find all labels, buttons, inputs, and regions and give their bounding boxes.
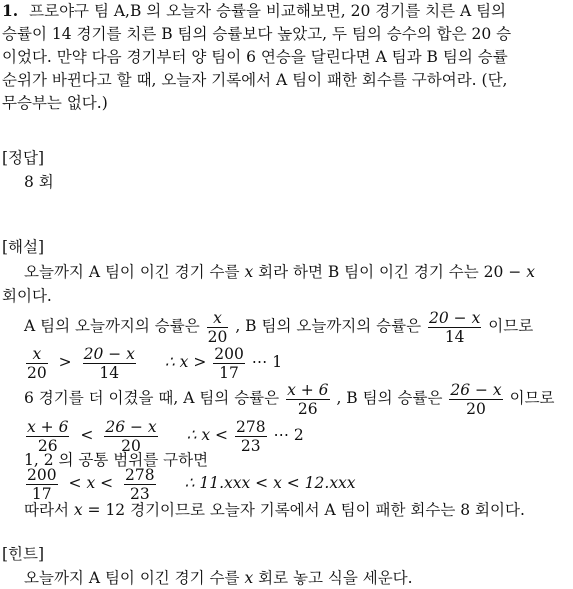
fraction: $\frac{200}{17}$ (214, 344, 244, 382)
hint-heading: [힌트] (2, 545, 45, 563)
explanation-heading: [해설] (2, 238, 45, 256)
problem-line: 무승부는 없다.) (2, 94, 108, 112)
fraction: $\frac{26 - x}{20}$ (450, 380, 502, 418)
problem-line: 순위가 바뀐다고 할 때, 오늘자 기록에서 A 팀이 패한 회수를 구하여라. (단, (2, 71, 508, 89)
answer-text: 8 회 (24, 173, 54, 191)
fraction: $\frac{x + 6}{26}$ (27, 417, 69, 455)
explanation-line: 1, 2 의 공통 범위를 구하면 (24, 451, 209, 469)
explanation-line: 6 경기를 더 이겼을 때, A 팀의 승률은 $\frac{x + 6}{26}$ , B 팀의 승률은 $\frac{26 - x}{20}$ 이므로 (24, 380, 555, 418)
explanation-conclusion: 따라서 x = 12 경기이므로 오늘자 기록에서 A 팀이 패한 회수는 8 회이다. (24, 501, 525, 519)
fraction: $\frac{200}{17}$ (27, 465, 57, 503)
problem-line: 이었다. 만약 다음 경기부터 양 팀이 6 연승을 달린다면 A 팀과 B 팀의 승률 (2, 48, 508, 66)
fraction: $\frac{20 - x}{14}$ (429, 308, 481, 346)
fraction: $\frac{x}{20}$ (207, 308, 228, 346)
inequality-2: $\frac{x + 6}{26}$ < $\frac{26 - x}{20}$ ∴ x < $\frac{278}{23}$ ⋯ 2 (27, 417, 304, 455)
answer-heading: [정답] (2, 149, 45, 167)
fraction: $\frac{x + 6}{26}$ (287, 380, 329, 418)
explanation-line: A 팀의 오늘까지의 승률은 $\frac{x}{20}$ , B 팀의 오늘까지의 승률은 $\frac{20 - x}{14}$ 이므로 (24, 308, 534, 346)
problem-line: 승률이 14 경기를 치른 B 팀의 승률보다 높았고, 두 팀의 승수의 합은 20 승 (2, 25, 512, 43)
fraction: $\frac{x}{20}$ (27, 344, 47, 382)
problem-number: 1. (2, 1, 19, 20)
fraction: $\frac{20 - x}{14}$ (83, 344, 135, 382)
hint-text: 오늘까지 A 팀이 이긴 경기 수를 x 회로 놓고 식을 세운다. (24, 569, 413, 587)
fraction: $\frac{278}{23}$ (125, 465, 155, 503)
explanation-line: 회이다. (2, 287, 52, 305)
inequality-1: $\frac{x}{20}$ > $\frac{20 - x}{14}$ ∴ x > $\frac{200}{17}$ ⋯ 1 (27, 344, 283, 382)
problem-line: 프로야구 팀 A,B 의 오늘자 승률을 비교해보면, 20 경기를 치른 A 팀의 (29, 2, 507, 20)
explanation-line: 오늘까지 A 팀이 이긴 경기 수를 x 회라 하면 B 팀이 이긴 경기 수는 20 − x (24, 263, 535, 281)
fraction: $\frac{278}{23}$ (235, 417, 266, 455)
common-range: $\frac{200}{17}$ < x < $\frac{278}{23}$ ∴ 11.xxx < x < 12.xxx (27, 465, 356, 503)
fraction: $\frac{26 - x}{20}$ (105, 417, 157, 455)
